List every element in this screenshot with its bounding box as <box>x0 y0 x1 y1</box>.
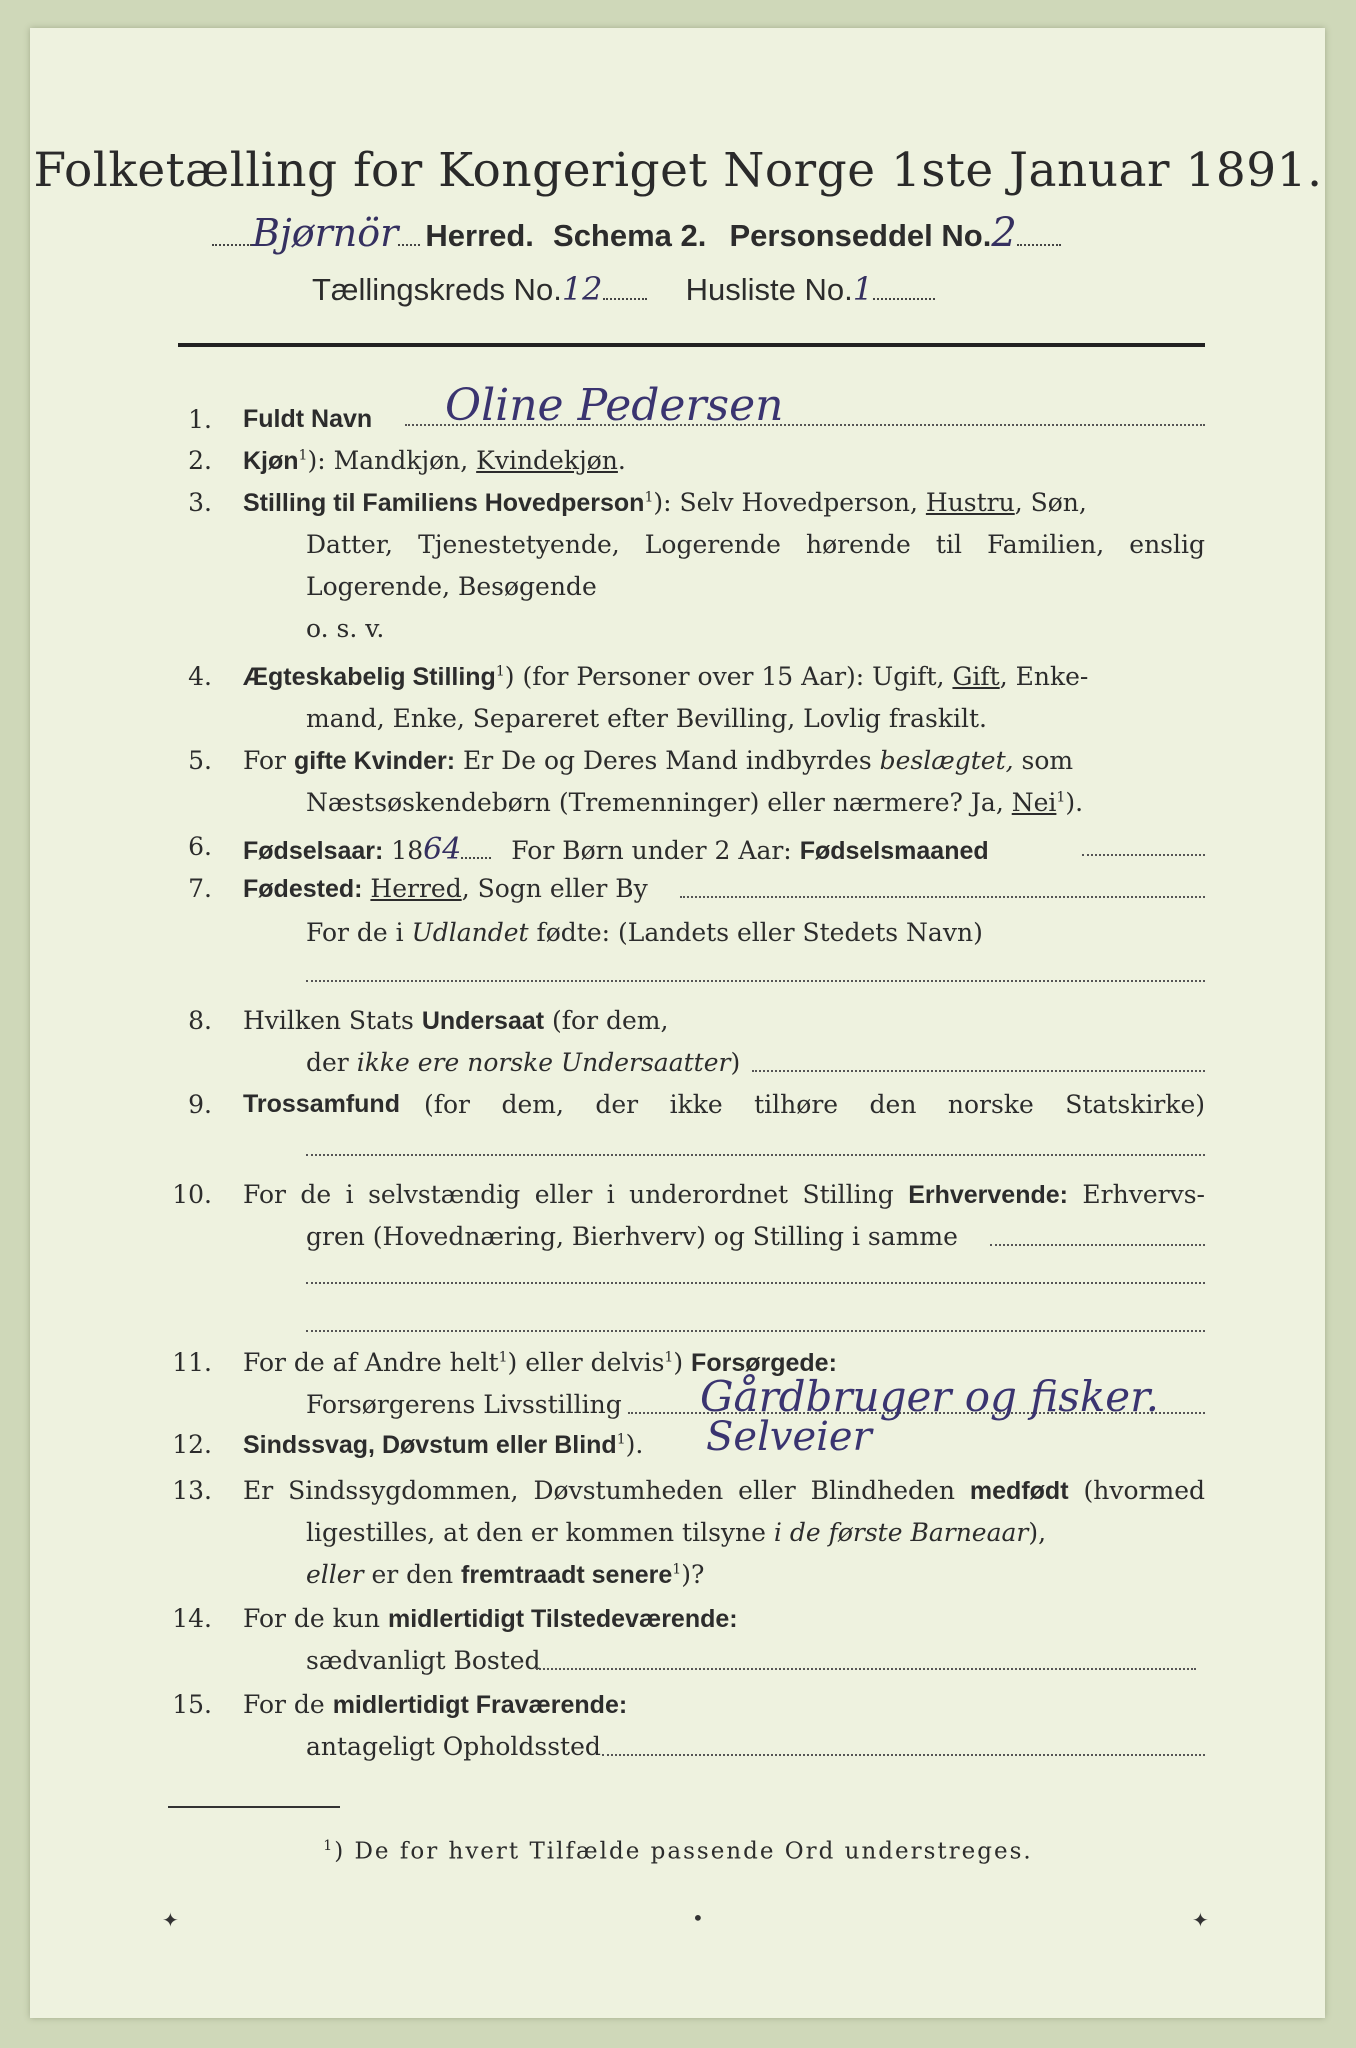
item-15-number: 15. <box>172 1690 212 1719</box>
item-2-end: . <box>617 446 626 475</box>
item-14-line-2: sædvanligt Bosted <box>306 1646 541 1675</box>
item-11-label: Forsørgede: <box>691 1349 837 1377</box>
item-8-number: 8. <box>188 1006 212 1035</box>
item-4-sup: 1 <box>495 663 505 680</box>
item-5-selected-option: Nei <box>1011 788 1057 817</box>
registration-mark-left: ✦ <box>162 1908 179 1932</box>
item-4-text <box>243 662 1088 692</box>
item-10-line-2: gren (Hovednæring, Bierhverv) og Stilling i samme <box>306 1222 958 1251</box>
item-3-options: ): Selv Hovedperson, <box>653 488 926 517</box>
item-15-text <box>243 1690 627 1720</box>
item-2-options: ): Mandkjøn, <box>307 446 477 475</box>
header-divider <box>178 343 1205 347</box>
item-6-year-prefix: 18 <box>391 836 424 865</box>
item-11-text-a: For de af Andre helt <box>243 1348 499 1377</box>
personseddel-label: Personseddel No. <box>729 218 992 253</box>
husliste-label: Husliste No. <box>685 272 853 307</box>
item-14-dotted-line <box>536 1668 1196 1670</box>
item-6-handwritten-year: 64 <box>423 832 462 867</box>
item-14-number: 14. <box>172 1604 212 1633</box>
item-1-label: Fuldt Navn <box>243 405 373 433</box>
item-5-italic: beslægtet, <box>879 746 1014 775</box>
item-13-line-2 <box>306 1518 1046 1547</box>
item-15-label: midlertidigt Fraværende: <box>332 1691 628 1719</box>
item-13-text <box>243 1476 1205 1506</box>
item-13-text-b: (hvormed <box>1068 1476 1205 1505</box>
item-9-label: Trossamfund <box>243 1090 400 1118</box>
item-14-text-a: For de kun <box>243 1604 388 1633</box>
item-7-line-2-a: For de i <box>306 918 412 947</box>
item-12-text <box>243 1430 643 1460</box>
item-2-text <box>243 446 626 476</box>
item-10-dotted-line <box>990 1244 1205 1246</box>
kreds-label: Tællingskreds No. <box>312 272 562 307</box>
item-4-selected-option: Gift <box>952 662 1000 691</box>
item-8-text-a: Hvilken Stats <box>243 1006 422 1035</box>
item-8-line-2-a: der <box>306 1048 357 1077</box>
item-6-text <box>243 832 989 867</box>
item-14-label: midlertidigt Tilstedeværende: <box>387 1605 738 1633</box>
item-7-number: 7. <box>188 874 212 903</box>
item-3-text <box>243 488 1087 518</box>
item-6-number: 6. <box>188 832 212 861</box>
item-13-line-3 <box>306 1560 704 1590</box>
item-13-text-a: Er Sindssygdommen, Døvstumheden eller Blindheden <box>243 1476 970 1505</box>
item-13-line-3-label: fremtraadt senere <box>461 1561 673 1589</box>
item-13-sup: 1 <box>672 1561 682 1578</box>
husliste-value: 1 <box>852 270 874 308</box>
item-13-line-3-a: er den <box>363 1560 462 1589</box>
kreds-line <box>312 270 935 308</box>
kreds-value: 12 <box>561 270 603 308</box>
item-8-label: Undersaat <box>421 1007 545 1035</box>
item-10-number: 10. <box>172 1180 212 1209</box>
item-8-line-2 <box>306 1048 740 1077</box>
footnote-divider <box>168 1806 340 1808</box>
item-2-sup: 1 <box>298 447 308 464</box>
item-12-number: 12. <box>172 1430 212 1459</box>
footnote-text: ) De for hvert Tilfælde passende Ord understreges. <box>334 1838 1033 1865</box>
item-14-text <box>243 1604 738 1634</box>
item-5-sup: 1 <box>1056 789 1066 806</box>
item-7-line-2-italic: Udlandet <box>411 918 529 947</box>
item-10-text <box>243 1180 1205 1210</box>
item-2-selected-option: Kvindekjøn <box>476 446 618 475</box>
item-13-line-2-b: ), <box>1028 1518 1047 1547</box>
item-8-text-b: (for dem, <box>544 1006 669 1035</box>
item-13-label: medfødt <box>969 1477 1069 1505</box>
item-10-text-b: Erhvervs- <box>1067 1180 1205 1209</box>
item-12-sup: 1 <box>616 1431 626 1448</box>
registration-mark-right: ✦ <box>1192 1908 1209 1932</box>
personseddel-value: 2 <box>991 210 1017 256</box>
footnote <box>0 1838 1356 1865</box>
item-8-line-2-b: ) <box>730 1048 741 1077</box>
herred-label: Herred. <box>425 218 534 253</box>
item-15-text-a: For de <box>243 1690 333 1719</box>
item-11-line-2: Forsørgerens Livsstilling <box>306 1390 622 1419</box>
item-10-text-a: For de i selvstændig eller i underordnet Stilling <box>243 1180 909 1209</box>
item-3-line-3: Logerende, Besøgende <box>306 572 597 601</box>
item-5-text <box>243 746 1073 776</box>
item-3-label: Stilling til Familiens Hovedperson <box>243 489 645 517</box>
item-13-line-3-italic: eller <box>306 1560 364 1589</box>
item-7-dotted-line <box>680 896 1205 898</box>
item-5-end: som <box>1013 746 1074 775</box>
item-5-line-2-end: ). <box>1065 788 1084 817</box>
herred-value: Bjørnör <box>252 211 399 255</box>
item-7-text <box>243 874 648 904</box>
item-9-description: (for dem, der ikke tilhøre den norske Statskirke) <box>423 1090 1205 1119</box>
item-8-dotted-line <box>752 1070 1205 1072</box>
item-5-question: Er De og Deres Mand indbyrdes <box>455 746 880 775</box>
item-4-end: , Enke- <box>999 662 1089 691</box>
form-title: Folketælling for Kongeriget Norge 1ste Januar 1891. <box>33 143 1323 198</box>
item-3-line-4: o. s. v. <box>306 614 385 643</box>
item-2-label: Kjøn <box>243 447 299 475</box>
footnote-marker: 1 <box>323 1838 335 1854</box>
item-11-sup-1: 1 <box>498 1349 508 1366</box>
item-15-dotted-line <box>602 1754 1205 1756</box>
item-1-handwritten-name: Oline Pedersen <box>445 380 784 431</box>
item-9-number: 9. <box>188 1090 212 1119</box>
item-13-number: 13. <box>172 1476 212 1505</box>
item-8-text <box>243 1006 668 1036</box>
item-7-line-2 <box>306 918 983 947</box>
item-11-text-b: ) eller delvis <box>507 1348 665 1377</box>
item-12-label: Sindssvag, Døvstum eller Blind <box>243 1431 617 1459</box>
item-7-selected-option: Herred <box>370 874 462 903</box>
registration-mark-center: • <box>692 1906 704 1930</box>
item-7-label: Fødested: <box>243 875 363 903</box>
item-10-answer-line-2 <box>306 1330 1205 1332</box>
item-2-number: 2. <box>188 446 212 475</box>
item-3-selected-option: Hustru <box>925 488 1015 517</box>
item-10-answer-line-1 <box>306 1282 1205 1284</box>
item-4-options: ) (for Personer over 15 Aar): Ugift, <box>504 662 953 691</box>
item-3-number: 3. <box>188 488 212 517</box>
item-5-prefix: For <box>243 746 294 775</box>
item-5-label: gifte Kvinder: <box>293 747 456 775</box>
item-11-number: 11. <box>172 1348 212 1377</box>
item-9-answer-line <box>306 1154 1205 1156</box>
item-15-line-2: antageligt Opholdssted <box>306 1732 601 1761</box>
item-5-line-2 <box>306 788 1083 817</box>
item-7-line-2-b: fødte: (Landets eller Stedets Navn) <box>528 918 983 947</box>
item-8-line-2-italic: ikke ere norske Undersaatter <box>356 1048 731 1077</box>
item-9-text <box>243 1090 1205 1119</box>
item-5-line-2-text: Næstsøskendebørn (Tremenninger) eller nærmere? Ja, <box>306 788 1012 817</box>
item-11-handwritten-occupation: Gårdbruger og fisker. <box>700 1372 1159 1421</box>
item-11-text-c: ) <box>673 1348 692 1377</box>
item-3-end: , Søn, <box>1014 488 1087 517</box>
schema-label: Schema 2. <box>553 218 707 253</box>
item-5-number: 5. <box>188 746 212 775</box>
item-12-handwritten-note: Selveier <box>706 1414 872 1460</box>
item-6-label-2: Fødselsmaaned <box>799 837 989 865</box>
item-10-label: Erhvervende: <box>908 1181 1068 1209</box>
item-7-answer-line <box>306 980 1205 982</box>
item-13-line-3-b: )? <box>681 1560 705 1589</box>
item-6-infant-text: For Børn under 2 Aar: <box>511 836 792 865</box>
item-12-end: ). <box>625 1430 644 1459</box>
item-3-sup: 1 <box>644 489 654 506</box>
item-6-dotted-line <box>1082 854 1205 856</box>
item-13-line-2-italic: i de første Barneaar <box>773 1518 1029 1547</box>
item-4-label: Ægteskabelig Stilling <box>243 663 496 691</box>
item-6-label: Fødselsaar: <box>243 837 384 865</box>
item-4-line-2: mand, Enke, Separeret efter Bevilling, Lovlig fraskilt. <box>306 704 987 733</box>
census-form-sheet <box>30 28 1325 2018</box>
item-3-line-2: Datter, Tjenestetyende, Logerende hørende til Familien, enslig <box>306 530 1205 559</box>
item-11-sup-2: 1 <box>664 1349 674 1366</box>
item-4-number: 4. <box>188 662 212 691</box>
item-13-line-2-a: ligestilles, at den er kommen tilsyne <box>306 1518 774 1547</box>
item-1-number: 1. <box>188 405 212 434</box>
item-7-options: , Sogn eller By <box>461 874 648 903</box>
herred-line <box>212 210 1061 256</box>
